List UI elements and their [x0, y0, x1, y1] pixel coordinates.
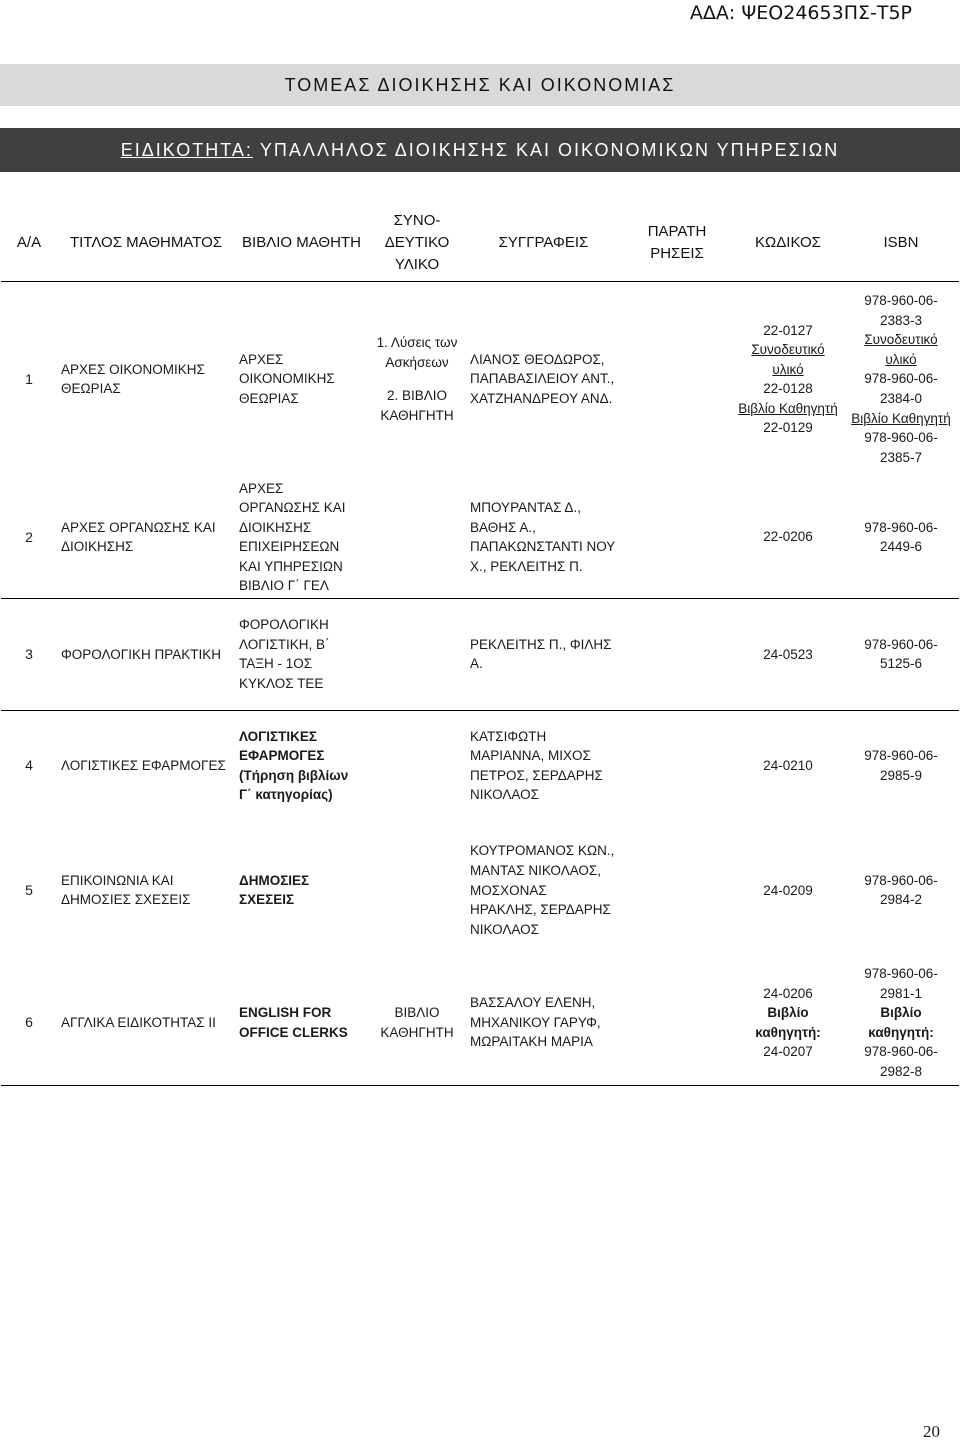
ada-code: ΑΔΑ: ΨΕΟ24653ΠΣ-Τ5Ρ: [689, 2, 912, 24]
remarks: [621, 710, 733, 820]
remarks: [621, 960, 733, 1085]
course-title: ΑΡΧΕΣ ΟΙΚΟΝΟΜΙΚΗΣ ΘΕΩΡΙΑΣ: [61, 361, 205, 397]
support-material: [368, 820, 466, 960]
support-material: [368, 710, 466, 820]
support-material: [368, 282, 466, 477]
isbn-value: 978-960-06-2982-8: [864, 1044, 938, 1079]
authors: ΛΙΑΝΟΣ ΘΕΟΔΩΡΟΣ, ΠΑΠΑΒΑΣΙΛΕΙΟΥ ΑΝΤ., ΧΑΤΖΗΑΝΔΡΕΟΥ ΑΝΔ.: [470, 351, 615, 407]
col-aa: Α/Α: [1, 205, 57, 282]
code-cell: [733, 282, 843, 477]
isbn-cell: [843, 960, 959, 1085]
table-row: [1, 282, 959, 477]
code-value: 22-0128: [763, 381, 813, 397]
page-number: 20: [923, 1422, 940, 1441]
col-book: ΒΙΒΛΙΟ ΜΑΘΗΤΗ: [235, 205, 368, 282]
authors: ΒΑΣΣΑΛΟΥ ΕΛΕΝΗ, ΜΗΧΑΝΙΚΟΥ ΓΑΡΥΦ, ΜΩΡΑΙΤΑΚΗ ΜΑΡΙΑ: [466, 960, 621, 1085]
table-row: [1, 710, 959, 820]
code-value: 24-0523: [733, 598, 843, 710]
authors: ΚΑΤΣΙΦΩΤΗ ΜΑΡΙΑΝΝΑ, ΜΙΧΟΣ ΠΕΤΡΟΣ, ΣΕΡΔΑΡΗΣ ΝΙΚΟΛΑΟΣ: [470, 728, 603, 803]
row-number: 3: [1, 598, 57, 710]
row-number: 4: [25, 757, 33, 774]
table-row: [1, 820, 959, 960]
support-material: [368, 598, 466, 710]
row-number: 6: [1, 960, 57, 1085]
student-book: ΛΟΓΙΣΤΙΚΕΣ ΕΦΑΡΜΟΓΕΣ (Τήρηση βιβλίων Γ΄ κατηγορίας): [239, 728, 349, 803]
authors: ΚΟΥΤΡΟΜΑΝΟΣ ΚΩΝ., ΜΑΝΤΑΣ ΝΙΚΟΛΑΟΣ, ΜΟΣΧΟΝΑΣ ΗΡΑΚΛΗΣ, ΣΕΡΔΑΡΗΣ ΝΙΚΟΛΑΟΣ: [470, 843, 615, 937]
code-value: 22-0129: [763, 420, 813, 436]
isbn-value: 978-960-06-2384-0: [864, 371, 938, 407]
support-item: 1. Λύσεις των Ασκήσεων: [376, 335, 458, 370]
support-material: [368, 477, 466, 599]
course-title: ΕΠΙΚΟΙΝΩΝΙΑ ΚΑΙ ΔΗΜΟΣΙΕΣ ΣΧΕΣΕΙΣ: [61, 872, 191, 908]
isbn-value: 978-960-06-2984-2: [864, 872, 938, 908]
authors: ΡΕΚΛΕΙΤΗΣ Π., ΦΙΛΗΣ Α.: [466, 598, 621, 710]
isbn-value: 978-960-06-2981-1: [864, 965, 938, 1001]
table-row: [1, 960, 959, 1085]
isbn-note: Συνοδευτικό υλικό: [864, 332, 938, 367]
specialty-name: ΥΠΑΛΛΗΛΟΣ ΔΙΟΙΚΗΣΗΣ ΚΑΙ ΟΙΚΟΝΟΜΙΚΩΝ ΥΠΗΡΕΣΙΩΝ: [259, 139, 840, 160]
col-remarks: ΠΑΡΑΤΗ ΡΗΣΕΙΣ: [621, 205, 733, 282]
course-title: ΑΡΧΕΣ ΟΡΓΑΝΩΣΗΣ ΚΑΙ ΔΙΟΙΚΗΣΗΣ: [57, 477, 235, 599]
col-isbn: ISBN: [843, 205, 959, 282]
support-item: 2. ΒΙΒΛΙΟ ΚΑΘΗΓΗΤΗ: [380, 388, 454, 423]
student-book: ENGLISH FOR OFFICE CLERKS: [235, 960, 368, 1085]
authors: ΜΠΟΥΡΑΝΤΑΣ Δ., ΒΑΘΗΣ Α., ΠΑΠΑΚΩΝΣΤΑΝΤΙ ΝΟΥ Χ., ΡΕΚΛΕΙΤΗΣ Π.: [466, 477, 621, 599]
table-row: [1, 477, 959, 599]
code-note: Συνοδευτικό υλικό: [751, 342, 825, 377]
row-number: 1: [25, 371, 33, 388]
col-support: ΣΥΝΟ-ΔΕΥΤΙΚΟ ΥΛΙΚΟ: [368, 205, 466, 282]
row-number: 5: [25, 882, 33, 899]
col-authors: ΣΥΓΓΡΑΦΕΙΣ: [466, 205, 621, 282]
col-code: ΚΩΔΙΚΟΣ: [733, 205, 843, 282]
isbn-note: Βιβλίο Καθηγητή: [851, 410, 951, 426]
isbn-value: 978-960-06-2449-6: [843, 477, 959, 599]
code-value: 22-0127: [763, 322, 813, 338]
remarks: [621, 820, 733, 960]
remarks: [621, 282, 733, 477]
table-row: [1, 598, 959, 710]
student-book: ΦΟΡΟΛΟΓΙΚΗ ΛΟΓΙΣΤΙΚΗ, Β΄ ΤΑΞΗ - 1ΟΣ ΚΥΚΛΟΣ ΤΕΕ: [235, 598, 368, 710]
col-title: ΤΙΤΛΟΣ ΜΑΘΗΜΑΤΟΣ: [57, 205, 235, 282]
code-value: 22-0206: [733, 477, 843, 599]
support-material: ΒΙΒΛΙΟ ΚΑΘΗΓΗΤΗ: [368, 960, 466, 1085]
isbn-cell: [843, 282, 959, 477]
student-book: ΔΗΜΟΣΙΕΣ ΣΧΕΣΕΙΣ: [239, 872, 310, 908]
sector-title: ΤΟΜΕΑΣ ΔΙΟΙΚΗΣΗΣ ΚΑΙ ΟΙΚΟΝΟΜΙΑΣ: [0, 64, 960, 106]
row-number: 2: [1, 477, 57, 599]
code-note: Βιβλίο καθηγητή:: [755, 1005, 821, 1040]
course-title: ΛΟΓΙΣΤΙΚΕΣ ΕΦΑΡΜΟΓΕΣ: [61, 757, 226, 773]
code-note: Βιβλίο Καθηγητή: [738, 400, 838, 416]
isbn-value: 978-960-06-2385-7: [864, 430, 938, 465]
remarks: [621, 477, 733, 599]
code-value: 24-0210: [763, 757, 813, 773]
remarks: [621, 598, 733, 710]
course-title: ΑΓΓΛΙΚΑ ΕΙΔΙΚΟΤΗΤΑΣ ΙΙ: [57, 960, 235, 1085]
isbn-value: 978-960-06-2383-3: [864, 293, 938, 328]
student-book: ΑΡΧΕΣ ΟΙΚΟΝΟΜΙΚΗΣ ΘΕΩΡΙΑΣ: [239, 351, 335, 407]
code-value: 24-0206: [763, 985, 813, 1001]
code-value: 24-0209: [763, 882, 813, 898]
isbn-note: Βιβλίο καθηγητή:: [868, 1005, 934, 1040]
textbook-table: [1, 205, 959, 1086]
specialty-banner: [0, 128, 960, 172]
code-value: 24-0207: [763, 1044, 813, 1060]
student-book: ΑΡΧΕΣ ΟΡΓΑΝΩΣΗΣ ΚΑΙ ΔΙΟΙΚΗΣΗΣ ΕΠΙΧΕΙΡΗΣΕΩΝ ΚΑΙ ΥΠΗΡΕΣΙΩΝ ΒΙΒΛΙΟ Γ΄ ΓΕΛ: [235, 477, 368, 599]
isbn-value: 978-960-06-2985-9: [864, 748, 938, 783]
table-header-row: [1, 205, 959, 282]
isbn-value: 978-960-06-5125-6: [843, 598, 959, 710]
code-cell: [733, 960, 843, 1085]
course-title: ΦΟΡΟΛΟΓΙΚΗ ΠΡΑΚΤΙΚΗ: [57, 598, 235, 710]
specialty-label: ΕΙΔΙΚΟΤΗΤΑ:: [120, 139, 253, 160]
